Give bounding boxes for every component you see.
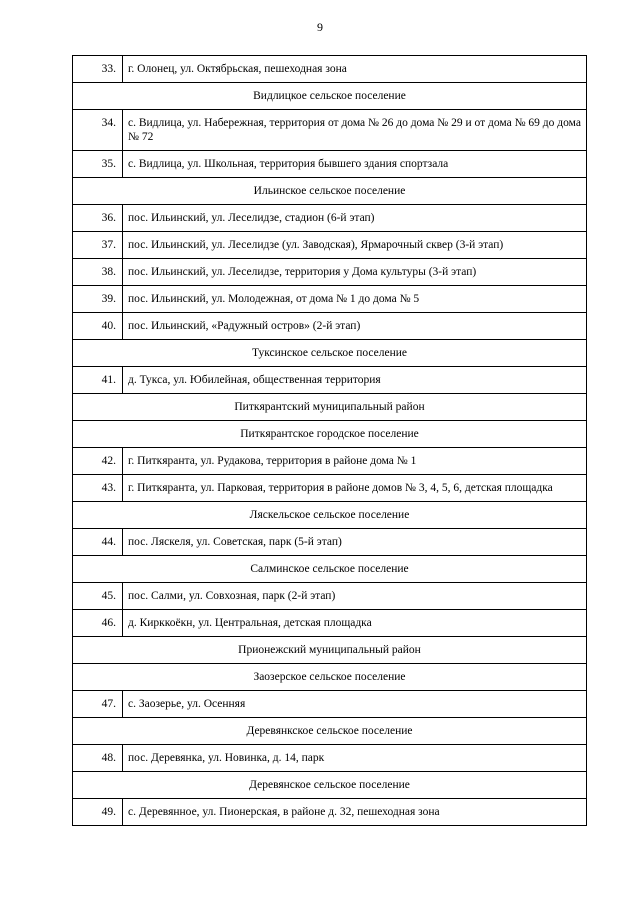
row-description: г. Олонец, ул. Октябрьская, пешеходная зона <box>123 56 587 83</box>
row-number: 39. <box>73 286 123 313</box>
table-row <box>73 475 587 502</box>
table-row <box>73 583 587 610</box>
row-number: 37. <box>73 232 123 259</box>
row-number: 43. <box>73 475 123 502</box>
row-number: 36. <box>73 205 123 232</box>
table-row <box>73 286 587 313</box>
section-header-row <box>73 772 587 799</box>
row-number: 34. <box>73 110 123 151</box>
section-title: Деревянкское сельское поселение <box>73 718 587 745</box>
section-header-row <box>73 502 587 529</box>
table-row <box>73 367 587 394</box>
table-row <box>73 56 587 83</box>
section-header-row <box>73 421 587 448</box>
section-title: Ляскельское сельское поселение <box>73 502 587 529</box>
row-description: г. Питкяранта, ул. Парковая, территория в районе домов № 3, 4, 5, 6, детская площадка <box>123 475 587 502</box>
row-number: 35. <box>73 151 123 178</box>
row-number: 49. <box>73 799 123 826</box>
row-description: пос. Ильинский, ул. Леселидзе, стадион (6-й этап) <box>123 205 587 232</box>
row-number: 48. <box>73 745 123 772</box>
section-title: Питкярантский муниципальный район <box>73 394 587 421</box>
row-description: с. Заозерье, ул. Осенняя <box>123 691 587 718</box>
table-row <box>73 232 587 259</box>
section-header-row <box>73 340 587 367</box>
table-row <box>73 799 587 826</box>
section-title: Видлицкое сельское поселение <box>73 83 587 110</box>
row-description: с. Видлица, ул. Набережная, территория от дома № 26 до дома № 29 и от дома № 69 до дома № 72 <box>123 110 587 151</box>
row-description: пос. Деревянка, ул. Новинка, д. 14, парк <box>123 745 587 772</box>
row-number: 45. <box>73 583 123 610</box>
table-body <box>73 56 587 826</box>
row-number: 41. <box>73 367 123 394</box>
row-number: 33. <box>73 56 123 83</box>
row-number: 40. <box>73 313 123 340</box>
section-header-row <box>73 394 587 421</box>
table-row <box>73 745 587 772</box>
row-description: с. Деревянное, ул. Пионерская, в районе д. 32, пешеходная зона <box>123 799 587 826</box>
row-description: с. Видлица, ул. Школьная, территория бывшего здания спортзала <box>123 151 587 178</box>
section-title: Питкярантское городское поселение <box>73 421 587 448</box>
table-row <box>73 529 587 556</box>
section-title: Ильинское сельское поселение <box>73 178 587 205</box>
section-header-row <box>73 664 587 691</box>
section-header-row <box>73 83 587 110</box>
section-header-row <box>73 178 587 205</box>
table-row <box>73 110 587 151</box>
section-header-row <box>73 637 587 664</box>
section-title: Салминское сельское поселение <box>73 556 587 583</box>
row-number: 44. <box>73 529 123 556</box>
territories-table <box>72 55 587 826</box>
row-description: пос. Ильинский, ул. Молодежная, от дома № 1 до дома № 5 <box>123 286 587 313</box>
table-row <box>73 259 587 286</box>
row-number: 42. <box>73 448 123 475</box>
table-row <box>73 205 587 232</box>
section-title: Прионежский муниципальный район <box>73 637 587 664</box>
row-number: 38. <box>73 259 123 286</box>
section-title: Туксинское сельское поселение <box>73 340 587 367</box>
page-number: 9 <box>317 20 323 34</box>
table-row <box>73 691 587 718</box>
section-header-row <box>73 556 587 583</box>
table-row <box>73 151 587 178</box>
row-description: пос. Салми, ул. Совхозная, парк (2-й этап) <box>123 583 587 610</box>
row-description: пос. Ляскеля, ул. Советская, парк (5-й этап) <box>123 529 587 556</box>
section-title: Деревянское сельское поселение <box>73 772 587 799</box>
row-number: 47. <box>73 691 123 718</box>
section-header-row <box>73 718 587 745</box>
row-description: д. Кирккоёкн, ул. Центральная, детская площадка <box>123 610 587 637</box>
row-description: д. Тукса, ул. Юбилейная, общественная территория <box>123 367 587 394</box>
table-row <box>73 610 587 637</box>
row-description: пос. Ильинский, «Радужный остров» (2-й этап) <box>123 313 587 340</box>
row-description: пос. Ильинский, ул. Леселидзе, территория у Дома культуры (3-й этап) <box>123 259 587 286</box>
row-number: 46. <box>73 610 123 637</box>
table-row <box>73 313 587 340</box>
row-description: г. Питкяранта, ул. Рудакова, территория в районе дома № 1 <box>123 448 587 475</box>
table-row <box>73 448 587 475</box>
section-title: Заозерское сельское поселение <box>73 664 587 691</box>
row-description: пос. Ильинский, ул. Леселидзе (ул. Заводская), Ярмарочный сквер (3-й этап) <box>123 232 587 259</box>
